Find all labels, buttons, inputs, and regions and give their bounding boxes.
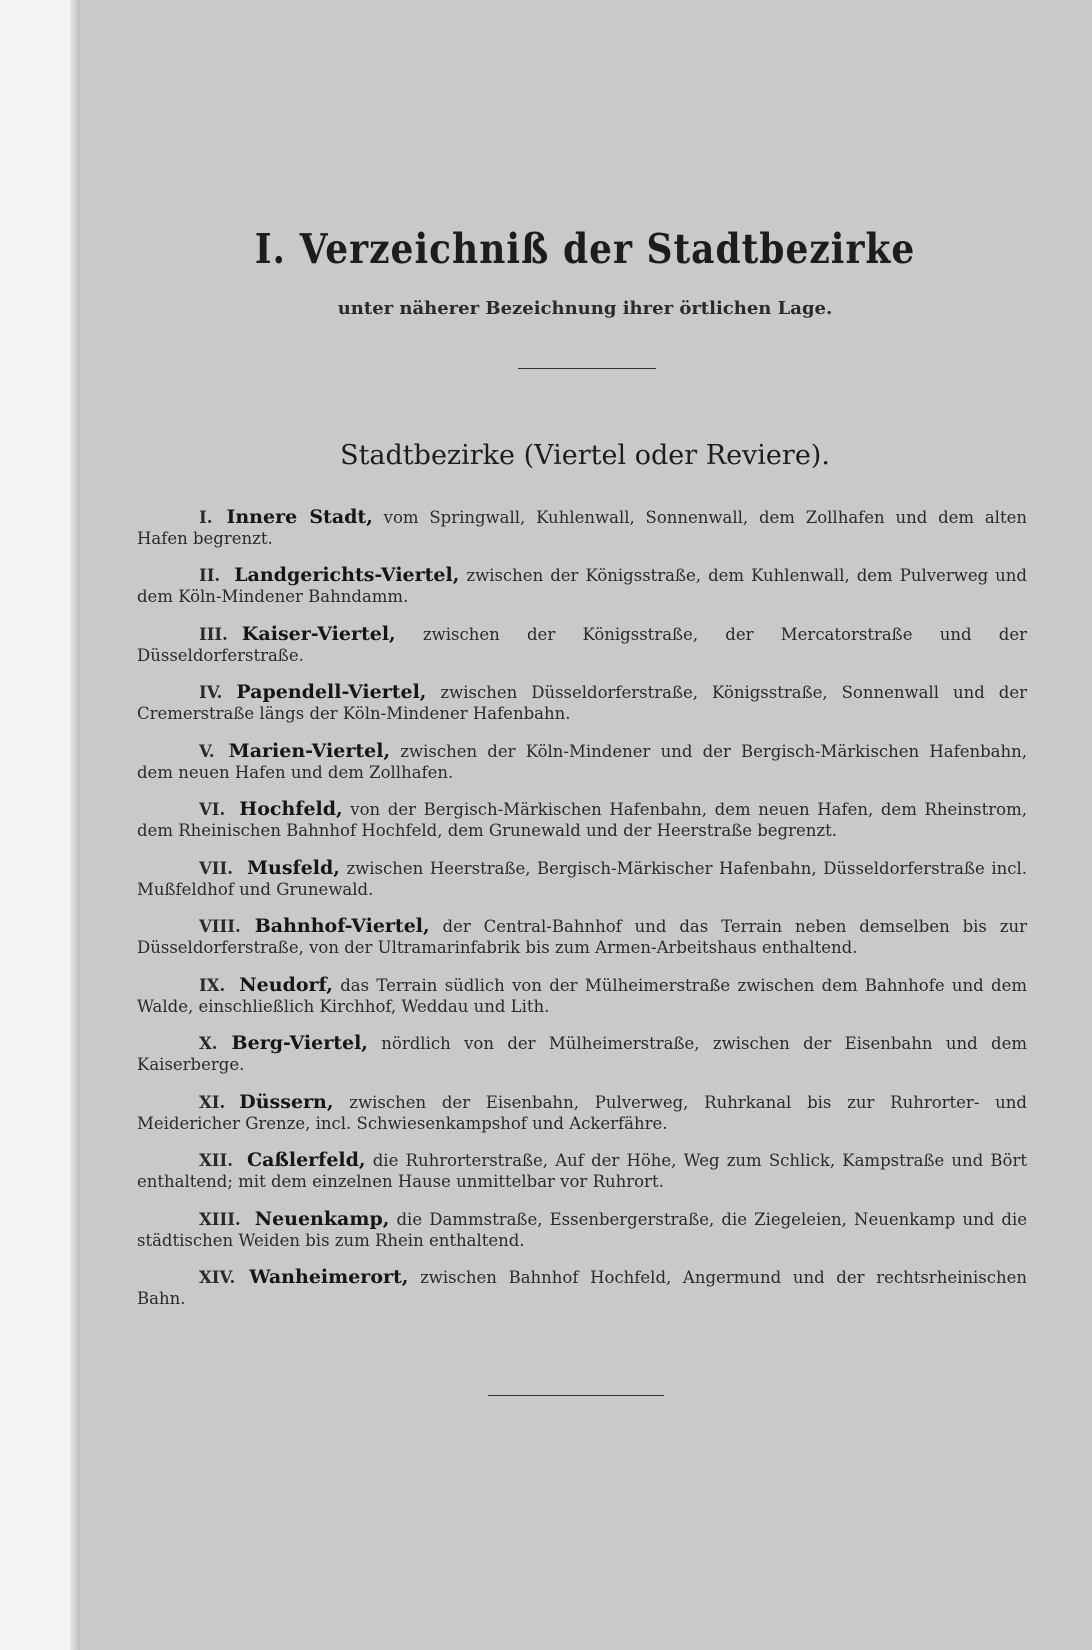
district-entry [137, 1033, 1027, 1075]
district-number: VII. [199, 858, 233, 878]
section-heading: Stadtbezirke (Viertel oder Reviere). [340, 440, 830, 471]
divider-bottom [488, 1395, 664, 1396]
district-description: von der Bergisch-Märkischen Hafenbahn, dem neuen Hafen, dem Rheinstrom, dem Rheinischen Bahnhof Hochfeld, dem Grunewald und der Heerstraße begrenzt. [137, 800, 1027, 840]
district-entry [137, 624, 1027, 666]
district-description: vom Springwall, Kuhlenwall, Sonnenwall, dem Zollhafen und dem alten Hafen begrenzt. [137, 507, 1027, 548]
district-list [137, 490, 1027, 1316]
district-number: XIV. [199, 1268, 236, 1287]
district-number: III. [199, 624, 228, 644]
district-name: Landgerichts-Viertel, [234, 564, 460, 586]
district-number: IV. [199, 683, 223, 702]
district-entry [137, 916, 1027, 958]
district-number: VIII. [199, 917, 241, 936]
district-name: Caßlerfeld, [246, 1149, 366, 1171]
district-entry [137, 1150, 1027, 1192]
district-number: XI. [199, 1092, 226, 1112]
district-name: Neuenkamp, [254, 1207, 390, 1230]
district-entry [137, 507, 1027, 549]
district-number: VI. [199, 800, 226, 819]
district-number: XII. [199, 1151, 233, 1170]
district-name: Papendell-Viertel, [236, 681, 427, 703]
district-number: II. [199, 566, 221, 585]
district-name: Wanheimerort, [249, 1266, 409, 1288]
district-name: Marien-Viertel, [228, 739, 391, 762]
district-number: XIII. [199, 1209, 241, 1229]
district-description: die Ruhrorterstraße, Auf der Höhe, Weg zum Schlick, Kampstraße und Bört enthaltend; mit dem einzelnen Hause unmittelbar vor Ruhrort. [137, 1151, 1027, 1191]
district-entry [137, 975, 1027, 1017]
district-number: X. [199, 1034, 218, 1053]
district-description: zwischen der Königsstraße, dem Kuhlenwall, dem Pulverweg und dem Köln-Mindener Bahndamm. [137, 566, 1027, 606]
district-description: zwischen Bahnhof Hochfeld, Angermund und der rechtsrheinischen Bahn. [137, 1268, 1027, 1308]
district-name: Bahnhof-Viertel, [254, 915, 430, 937]
district-name: Kaiser-Viertel, [241, 622, 396, 645]
district-number: I. [199, 507, 213, 527]
district-entry [137, 858, 1027, 900]
district-entry [137, 1267, 1027, 1309]
district-entry [137, 741, 1027, 783]
district-entry [137, 799, 1027, 841]
district-description: zwischen Düsseldorferstraße, Königsstraße, Sonnenwall und der Cremerstraße längs der Köln-Mindener Hafenbahn. [137, 683, 1028, 723]
district-name: Innere Stadt, [226, 505, 373, 528]
page-title: I. Verzeichniß der Stadtbezirke [254, 224, 916, 274]
district-number: IX. [199, 975, 226, 995]
district-name: Hochfeld, [239, 798, 343, 820]
divider-top [518, 368, 656, 369]
district-entry [137, 565, 1027, 607]
district-description: das Terrain südlich von der Mülheimerstraße zwischen dem Bahnhofe und dem Walde, einschließlich Kirchhof, Weddau und Lith. [137, 975, 1027, 1016]
page-subtitle: unter näherer Bezeichnung ihrer örtlichen Lage. [337, 298, 833, 319]
district-entry [137, 1092, 1027, 1134]
district-description: zwischen der Köln-Mindener und der Bergisch-Märkischen Hafenbahn, dem neuen Hafen und dem Zollhafen. [137, 741, 1027, 782]
district-number: V. [199, 741, 215, 761]
district-description: die Dammstraße, Essenbergerstraße, die Ziegeleien, Neuenkamp und die städtischen Weiden bis zum Rhein enthaltend. [137, 1209, 1027, 1250]
district-description: zwischen der Eisenbahn, Pulverweg, Ruhrkanal bis zur Ruhrorter- und Meidericher Grenze, incl. Schwiesenkampshof und Ackerfähre. [137, 1092, 1027, 1133]
district-name: Musfeld, [246, 856, 340, 879]
district-description: nördlich von der Mülheimerstraße, zwischen der Eisenbahn und dem Kaiserberge. [137, 1034, 1028, 1074]
district-name: Berg-Viertel, [231, 1032, 368, 1054]
district-description: zwischen Heerstraße, Bergisch-Märkischer Hafenbahn, Düsseldorferstraße incl. Mußfeldhof und Grunewald. [137, 858, 1027, 899]
district-name: Neudorf, [239, 973, 333, 996]
district-entry [137, 1209, 1027, 1251]
district-entry [137, 682, 1027, 724]
district-name: Düssern, [239, 1090, 334, 1113]
district-description: zwischen der Königsstraße, der Mercatorstraße und der Düsseldorferstraße. [137, 624, 1027, 665]
district-description: der Central-Bahnhof und das Terrain neben demselben bis zur Düsseldorferstraße, von der Ultramarinfabrik bis zum Armen-Arbeitshaus enthaltend. [137, 917, 1028, 957]
